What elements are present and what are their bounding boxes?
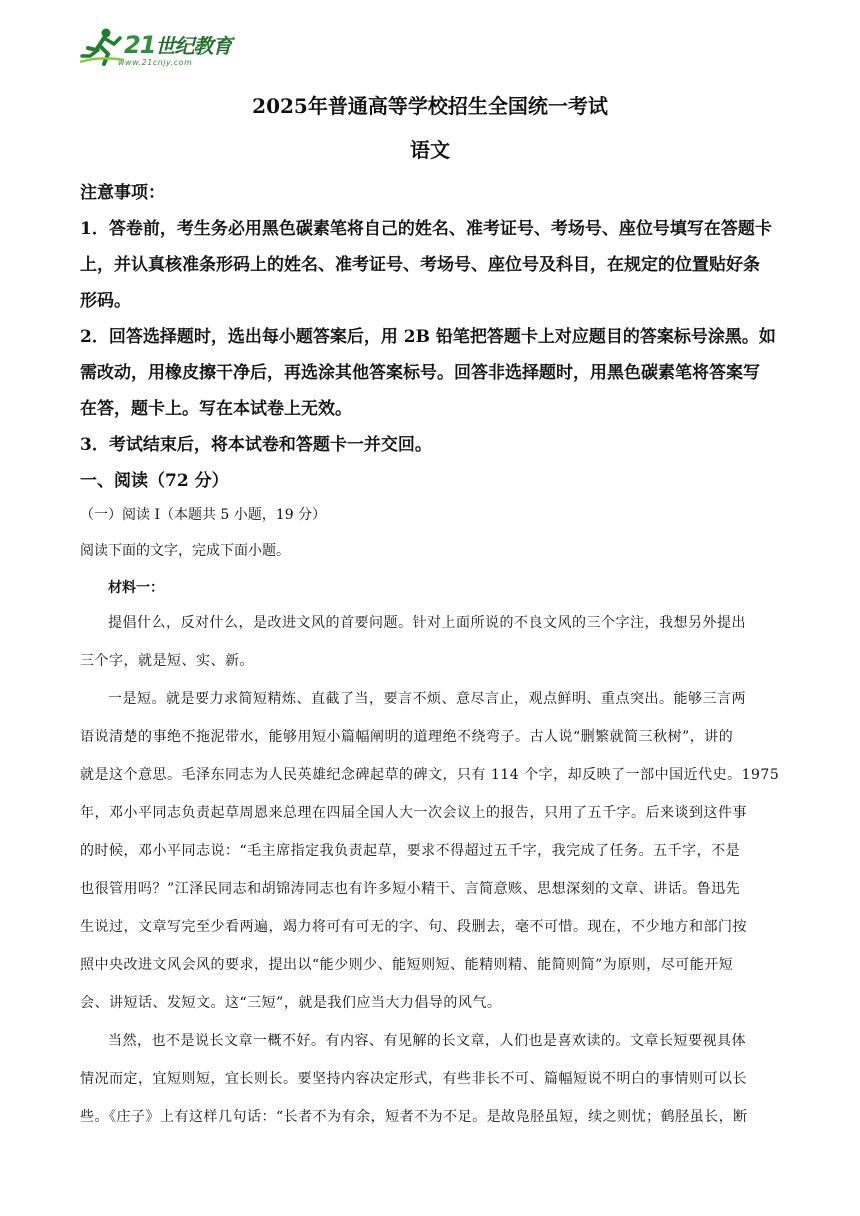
body-line: 照中央改进文风会风的要求，提出以“能少则少、能短则短、能精则精、能简则简”为原则，尽可能开短 — [80, 957, 734, 973]
notice-line: 形码。 — [80, 291, 131, 311]
material-label: 材料一： — [108, 580, 164, 596]
logo-brand: 21世纪教育 — [124, 31, 232, 59]
logo — [80, 26, 260, 70]
exam-subject: 语文 — [410, 138, 450, 162]
logo-url: www.21cnjy.com — [118, 58, 193, 67]
section-heading: 一、阅读（72 分） — [80, 471, 229, 491]
body-line: 也很管用吗？”江泽民同志和胡锦涛同志也有许多短小精干、言简意赅、思想深刻的文章、讲话。鲁迅先 — [80, 881, 741, 897]
body-line: 就是这个意思。毛泽东同志为人民英雄纪念碑起草的碑文，只有 114 个字，却反映了一部中国近代史。1975 — [80, 767, 780, 783]
body-line: 会、讲短话、发短文。这“三短”，就是我们应当大力倡导的风气。 — [80, 995, 502, 1011]
section-instruction: 阅读下面的文字，完成下面小题。 — [80, 543, 290, 559]
body-line: 年，邓小平同志负责起草周恩来总理在四届全国人大一次会议上的报告，只用了五千字。后来谈到这件事 — [80, 805, 747, 821]
body-line: 语说清楚的事绝不拖泥带水，能够用短小篇幅阐明的道理绝不绕弯子。古人说“删繁就简三秋树”，讲的 — [80, 729, 734, 745]
body-line: 生说过，文章写完至少看两遍，竭力将可有可无的字、句、段删去，毫不可惜。现在，不少地方和部门按 — [80, 919, 747, 935]
notice-line: 1．答卷前，考生务必用黑色碳素笔将自己的姓名、准考证号、考场号、座位号填写在答题卡 — [80, 219, 772, 239]
notice-heading: 注意事项： — [80, 183, 165, 203]
notice-line: 在答，题卡上。写在本试卷上无效。 — [80, 399, 352, 419]
body-line: 情况而定，宜短则短，宜长则长。要坚持内容决定形式，有些非长不可、篇幅短说不明白的事情则可以长 — [80, 1071, 747, 1087]
notice-line: 上，并认真核准条形码上的姓名、准考证号、考场号、座位号及科目，在规定的位置贴好条 — [80, 255, 760, 275]
body-line: 的时候，邓小平同志说：“毛主席指定我负责起草，要求不得超过五千字，我完成了任务。五千字，不是 — [80, 843, 741, 859]
notice-line: 3．考试结束后，将本试卷和答题卡一并交回。 — [80, 435, 432, 455]
exam-title: 2025年普通高等学校招生全国统一考试 — [252, 94, 608, 118]
body-line: 当然，也不是说长文章一概不好。有内容、有见解的长文章，人们也是喜欢读的。文章长短要视具体 — [108, 1033, 746, 1049]
body-line: 些。《庄子》上有这样几句话：“长者不为有余，短者不为不足。是故凫胫虽短，续之则忧；鹤胫虽长，断 — [80, 1109, 748, 1125]
notice-line: 需改动，用橡皮擦干净后，再选涂其他答案标号。回答非选择题时，用黑色碳素笔将答案写 — [80, 363, 760, 383]
body-line: 三个字，就是短、实、新。 — [80, 653, 254, 669]
body-line: 一是短。就是要力求简短精炼、直截了当，要言不烦、意尽言止，观点鲜明、重点突出。能够三言两 — [108, 691, 746, 707]
body-line: 提倡什么，反对什么，是改进文风的首要问题。针对上面所说的不良文风的三个字注，我想另外提出 — [108, 615, 746, 631]
notice-line: 2．回答选择题时，选出每小题答案后，用 2B 铅笔把答题卡上对应题目的答案标号涂黑。如 — [80, 327, 776, 347]
section-subheading: （一）阅读 I（本题共 5 小题，19 分） — [80, 507, 327, 523]
